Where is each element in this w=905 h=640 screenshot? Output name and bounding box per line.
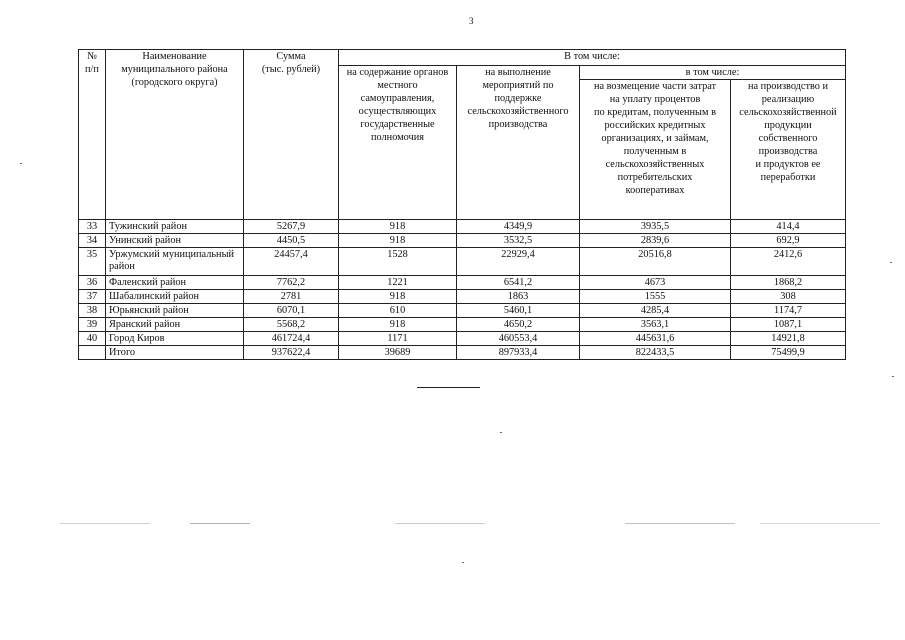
local-gov-cell: 1221 — [339, 276, 457, 290]
sum-cell: 461724,4 — [244, 332, 339, 346]
scan-artifact — [760, 523, 880, 524]
total-measures: 897933,4 — [457, 346, 580, 360]
measures-cell: 3532,5 — [457, 234, 580, 248]
scan-speck — [892, 376, 894, 377]
row-number: 37 — [79, 290, 106, 304]
scan-speck — [462, 562, 464, 563]
interest-cell: 4673 — [580, 276, 731, 290]
sum-cell: 2781 — [244, 290, 339, 304]
district-name: Город Киров — [106, 332, 244, 346]
production-cell: 1087,1 — [731, 318, 846, 332]
measures-cell: 4650,2 — [457, 318, 580, 332]
row-number: 35 — [79, 248, 106, 276]
table-row — [79, 234, 846, 248]
header-including-sub: в том числе: — [580, 66, 846, 80]
interest-cell: 445631,6 — [580, 332, 731, 346]
total-production: 75499,9 — [731, 346, 846, 360]
sum-cell: 7762,2 — [244, 276, 339, 290]
local-gov-cell: 610 — [339, 304, 457, 318]
production-cell: 308 — [731, 290, 846, 304]
district-name: Яранский район — [106, 318, 244, 332]
local-gov-cell: 1528 — [339, 248, 457, 276]
interest-cell: 3563,1 — [580, 318, 731, 332]
local-gov-cell: 918 — [339, 220, 457, 234]
header-number: № п/п — [79, 50, 106, 220]
district-name: Шабалинский район — [106, 290, 244, 304]
production-cell: 14921,8 — [731, 332, 846, 346]
district-name: Унинский район — [106, 234, 244, 248]
table-row — [79, 318, 846, 332]
interest-cell: 1555 — [580, 290, 731, 304]
production-cell: 1174,7 — [731, 304, 846, 318]
header-name: Наименование муниципального района (городского округа) — [106, 50, 244, 220]
production-cell: 692,9 — [731, 234, 846, 248]
local-gov-cell: 918 — [339, 234, 457, 248]
local-gov-cell: 918 — [339, 318, 457, 332]
district-name: Уржумский муниципальный район — [106, 248, 244, 276]
scan-artifact — [395, 523, 485, 524]
measures-cell: 4349,9 — [457, 220, 580, 234]
table-row — [79, 304, 846, 318]
sum-cell: 5267,9 — [244, 220, 339, 234]
production-cell: 2412,6 — [731, 248, 846, 276]
scan-speck — [890, 262, 892, 263]
measures-cell: 6541,2 — [457, 276, 580, 290]
interest-cell: 20516,8 — [580, 248, 731, 276]
scan-artifact — [60, 523, 150, 524]
total-label: Итого — [106, 346, 244, 360]
measures-cell: 22929,4 — [457, 248, 580, 276]
row-number: 40 — [79, 332, 106, 346]
scan-speck — [500, 432, 502, 433]
measures-cell: 1863 — [457, 290, 580, 304]
local-gov-cell: 918 — [339, 290, 457, 304]
total-number — [79, 346, 106, 360]
row-number: 36 — [79, 276, 106, 290]
sum-cell: 24457,4 — [244, 248, 339, 276]
production-cell: 1868,2 — [731, 276, 846, 290]
scan-artifact — [190, 523, 250, 524]
header-including: В том числе: — [339, 50, 846, 66]
measures-cell: 460553,4 — [457, 332, 580, 346]
table-row — [79, 276, 846, 290]
subsidy-table — [78, 49, 846, 360]
row-number: 38 — [79, 304, 106, 318]
sum-cell: 6070,1 — [244, 304, 339, 318]
header-sum: Сумма (тыс. рублей) — [244, 50, 339, 220]
total-row — [79, 346, 846, 360]
total-interest: 822433,5 — [580, 346, 731, 360]
table-row — [79, 332, 846, 346]
table-row — [79, 220, 846, 234]
row-number: 33 — [79, 220, 106, 234]
total-sum: 937622,4 — [244, 346, 339, 360]
page-number: 3 — [469, 16, 474, 26]
interest-cell: 3935,5 — [580, 220, 731, 234]
table-row — [79, 290, 846, 304]
header-local-gov: на содержание органов местного самоуправления, осуществляющих государственные полномочия — [339, 66, 457, 220]
sum-cell: 5568,2 — [244, 318, 339, 332]
district-name: Тужинский район — [106, 220, 244, 234]
scan-speck — [20, 163, 22, 164]
interest-cell: 2839,6 — [580, 234, 731, 248]
local-gov-cell: 1171 — [339, 332, 457, 346]
district-name: Фаленский район — [106, 276, 244, 290]
production-cell: 414,4 — [731, 220, 846, 234]
header-production: на производство и реализацию сельскохозяйственной продукции собственного производства и продуктов ее переработки — [731, 80, 846, 220]
separator-line — [417, 387, 480, 388]
row-number: 34 — [79, 234, 106, 248]
header-measures: на выполнение мероприятий по поддержке сельскохозяйственного производства — [457, 66, 580, 220]
total-local-gov: 39689 — [339, 346, 457, 360]
table-row — [79, 248, 846, 276]
measures-cell: 5460,1 — [457, 304, 580, 318]
district-name: Юрьянский район — [106, 304, 244, 318]
interest-cell: 4285,4 — [580, 304, 731, 318]
row-number: 39 — [79, 318, 106, 332]
scan-artifact — [625, 523, 735, 524]
sum-cell: 4450,5 — [244, 234, 339, 248]
header-interest: на возмещение части затрат на уплату процентов по кредитам, полученным в российских кредитных организациях, и займам, полученным в сельскохозяйственных потребительских кооперативах — [580, 80, 731, 220]
